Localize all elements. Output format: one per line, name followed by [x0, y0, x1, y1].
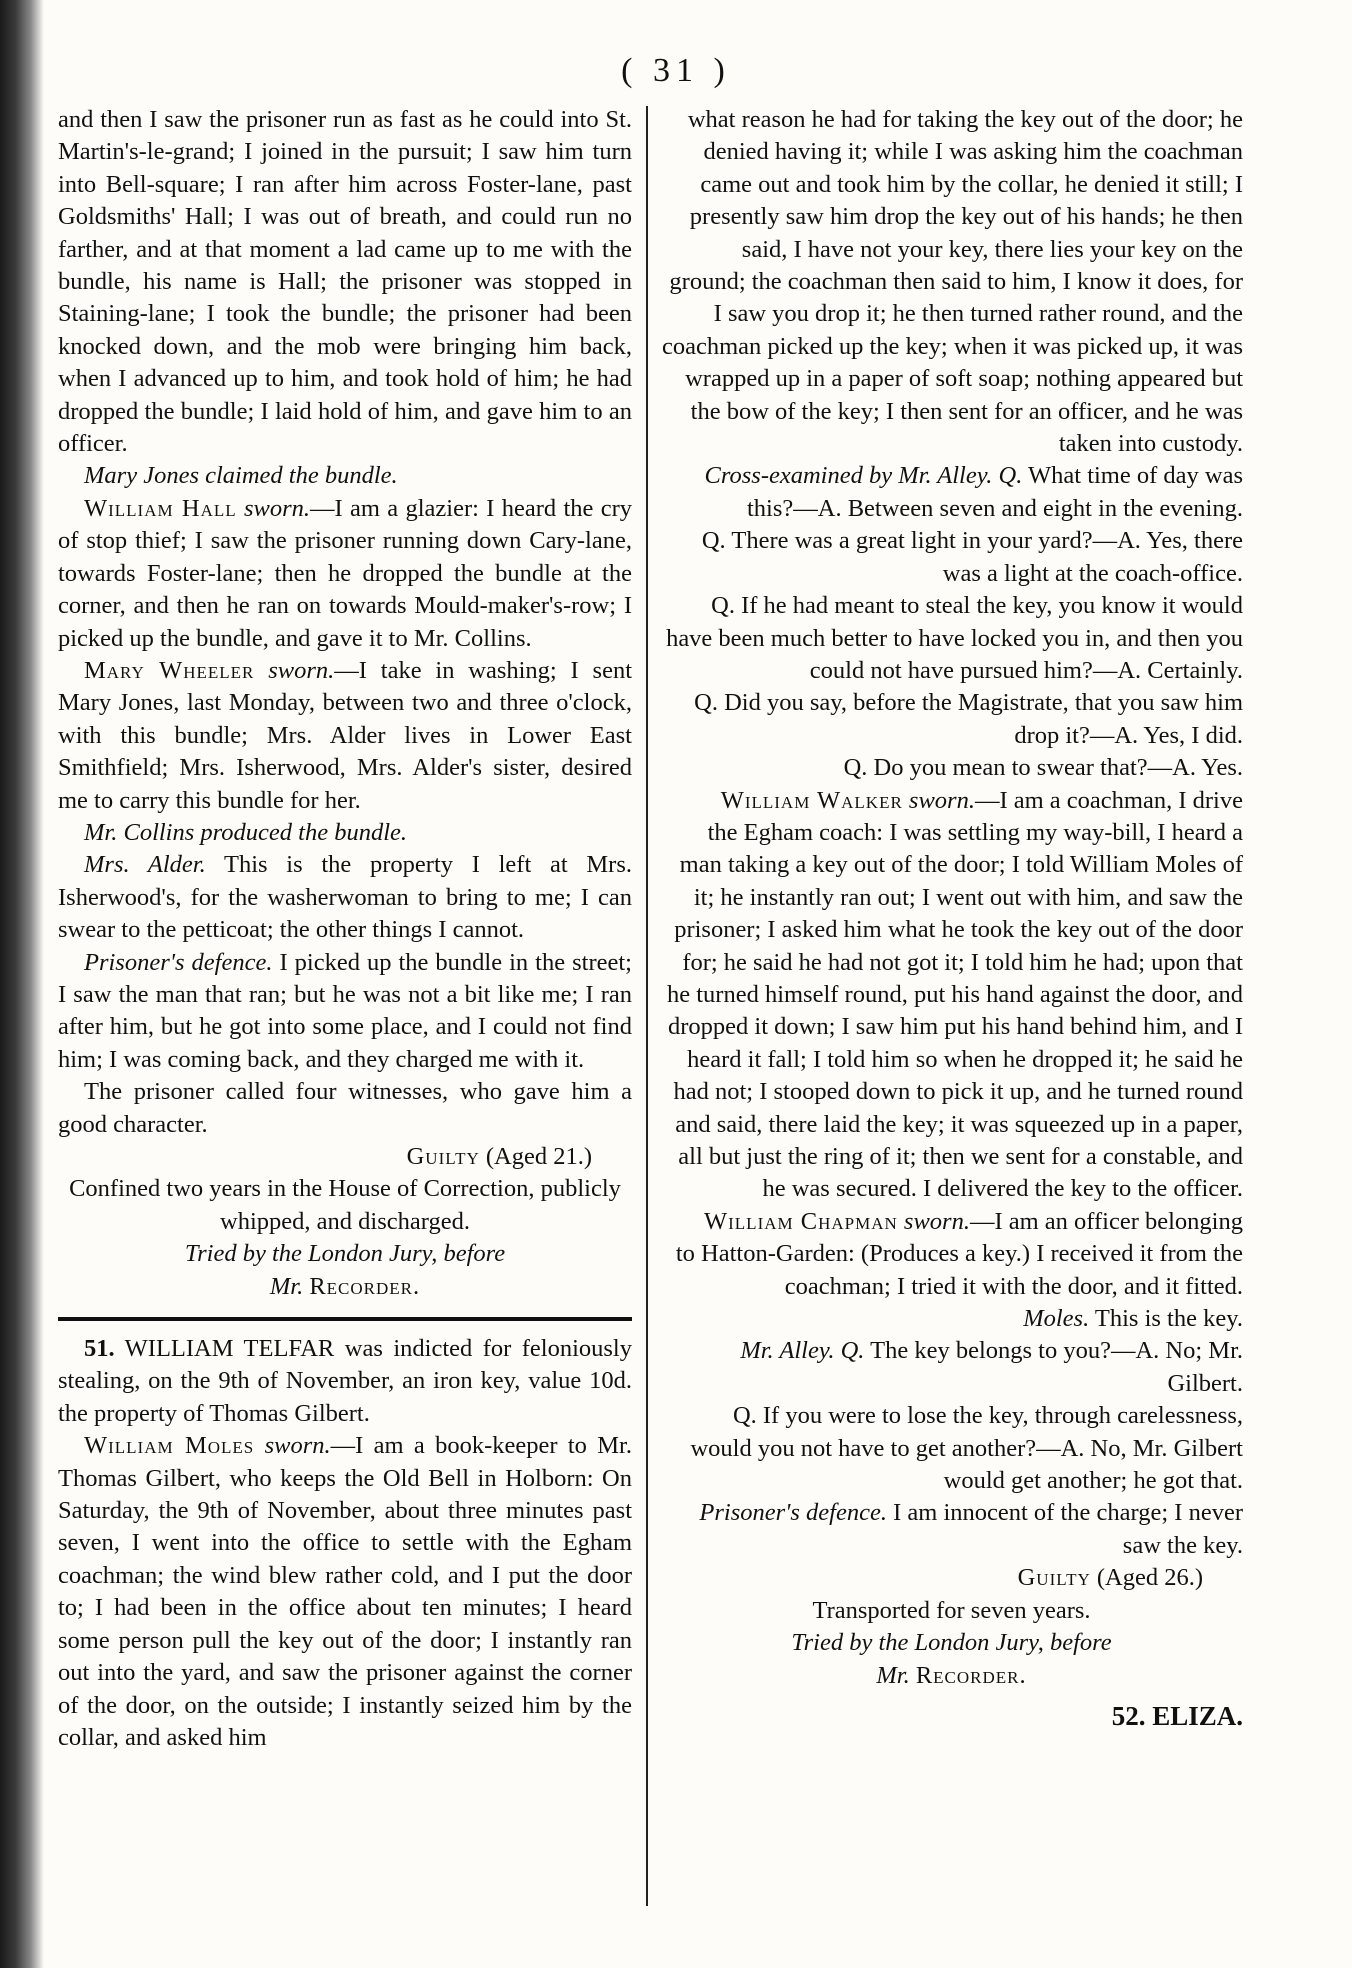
catchword: 52. ELIZA. — [1111, 1700, 1243, 1731]
statement-text: I am innocent of the charge; I never saw the key. — [886, 1499, 1243, 1559]
tried-by-text: Tried by the London Jury, before — [791, 1629, 1112, 1657]
sentence-text: Transported for seven years. — [812, 1596, 1091, 1624]
defendant-name: WILLIAM TELFAR — [124, 1335, 335, 1363]
paragraph — [660, 752, 1243, 784]
paragraph-text: Q. Did you say, before the Magistrate, that you saw him drop it?—A. Yes, I did. — [694, 689, 1243, 749]
speaker-statement — [660, 1335, 1243, 1400]
verdict-age: (Aged 26.) — [1096, 1564, 1203, 1592]
case-heading — [58, 1333, 632, 1430]
witness-testimony — [58, 655, 632, 817]
case-number: 51. — [84, 1335, 115, 1363]
paragraph — [58, 1076, 632, 1141]
sworn-label: sworn. — [908, 786, 975, 814]
section-rule — [58, 1317, 632, 1321]
witness-name: Mary Wheeler — [84, 656, 255, 684]
statement-text: The key belongs to you?—A. No; Mr. Gilbert. — [864, 1337, 1243, 1397]
speaker-name: Mrs. Alder. — [84, 851, 206, 879]
right-column — [660, 104, 1243, 1732]
paragraph-text: Q. Do you mean to swear that?—A. Yes. — [843, 754, 1243, 782]
witness-testimony — [58, 1430, 632, 1754]
recorder-prefix: Mr. — [876, 1661, 910, 1689]
sentence — [660, 1595, 1243, 1627]
sworn-label: sworn. — [268, 656, 335, 684]
speaker-statement — [660, 1497, 1243, 1562]
paragraph — [660, 1400, 1243, 1497]
column-divider — [646, 106, 648, 1906]
statement-text: What time of day was this?—A. Between seven and eight in the evening. — [747, 462, 1243, 522]
speaker-name: Moles. — [1023, 1305, 1090, 1333]
paragraph — [660, 687, 1243, 752]
paragraph — [660, 525, 1243, 590]
paragraph-text: Q. If you were to lose the key, through carelessness, would you not have to get another?—A. No, Mr. Gilbert would get another; he got that. — [690, 1402, 1243, 1495]
verdict-age: (Aged 21.) — [485, 1143, 592, 1170]
italic-note-text: Mr. Collins produced the bundle. — [84, 818, 408, 846]
paragraph-text: Q. If he had meant to steal the key, you know it would have been much better to have locked you in, and then you could not have pursued him?—A. Certainly. — [666, 592, 1243, 684]
testimony-text: —I am an officer belonging to Hatton-Garden: (Produces a key.) I received it from the coachman; I tried it with the door, and it fitted. — [675, 1207, 1243, 1300]
witness-testimony — [58, 493, 632, 655]
sworn-label: sworn. — [903, 1207, 970, 1235]
paragraph — [660, 104, 1243, 460]
witness-name: William Chapman — [704, 1207, 898, 1235]
page-number: ( 31 ) — [621, 52, 731, 89]
speaker-statement — [660, 460, 1243, 525]
paragraph-text: The prisoner called four witnesses, who gave him a good character. — [58, 1078, 632, 1138]
tried-by — [58, 1238, 632, 1270]
paragraph-text: Q. There was a great light in your yard?—A. Yes, there was a light at the coach-office. — [701, 527, 1243, 587]
speaker-name: Prisoner's defence. — [84, 948, 273, 976]
recorder-name: Recorder. — [309, 1272, 421, 1300]
sworn-label: sworn. — [264, 1432, 331, 1460]
paragraph-text: and then I saw the prisoner run as fast as he could into St. Martin's-le-grand; I joined in the pursuit; I saw him turn into Bell-square; I ran after him across Foster-lane, past Goldsmiths' Hall; I was out of breath, and could run no farther, and at that moment a lad came up to me with the bundle, his name is Hall; the prisoner was stopped in Staining-lane; I took the bundle; the prisoner had been knocked down, and the mob were bringing him back, when I advanced up to him, and took hold of him; he had dropped the bundle; I laid hold of him, and gave him to an officer. — [58, 106, 632, 458]
italic-note — [58, 817, 632, 849]
page-binding-edge — [0, 0, 44, 1968]
italic-note — [58, 460, 632, 492]
sentence-text: Confined two years in the House of Correction, publicly whipped, and discharged. — [69, 1175, 621, 1235]
left-column — [58, 104, 632, 1754]
witness-name: William Walker — [720, 786, 903, 814]
speaker-name: Cross-examined by Mr. Alley. Q. — [704, 462, 1023, 490]
recorder-name: Recorder. — [915, 1661, 1027, 1689]
speaker-statement — [660, 1303, 1243, 1335]
paragraph — [58, 104, 632, 460]
italic-note-text: Mary Jones claimed the bundle. — [84, 462, 398, 490]
sentence — [58, 1173, 632, 1238]
statement-text: This is the property I left at Mrs. Isherwood's, for the washerwoman to bring to me; I can swear to the petticoat; the other things I cannot. — [58, 851, 632, 944]
testimony-text: —I am a coachman, I drive the Egham coach: I was settling my way-bill, I heard a man taking a key out of the door; I told William Moles of it; he instantly ran out; I went out with him, and saw the prisoner; I asked him what he took the key out of the door for; he said he had not got it; I told him he had; upon that he turned himself round, put his hand against the door, and dropped it down; I saw him put his hand behind him, and I heard it fall; I told him so when he dropped it; he said he had not; I stooped down to pick it up, and he turned round and said, there laid the key; it was squeezed up in a paper, all but just the ring of it; then we sent for a constable, and he was secured. I delivered the key to the officer. — [666, 786, 1243, 1203]
speaker-statement — [58, 849, 632, 946]
statement-text: This is the key. — [1089, 1305, 1243, 1333]
speaker-name: Prisoner's defence. — [699, 1499, 887, 1527]
recorder-line — [58, 1271, 632, 1303]
verdict — [660, 1562, 1243, 1594]
testimony-text: —I take in washing; I sent Mary Jones, last Monday, between two and three o'clock, with this bundle; Mrs. Alder lives in Lower East Smithfield; Mrs. Isherwood, Mrs. Alder's sister, desired me to carry this bundle for her. — [58, 656, 632, 814]
witness-name: William Moles — [84, 1432, 255, 1460]
witness-name: William Hall — [84, 494, 237, 522]
witness-testimony — [660, 785, 1243, 1206]
witness-testimony — [660, 1206, 1243, 1303]
testimony-text: —I am a book-keeper to Mr. Thomas Gilbert, who keeps the Old Bell in Holborn: On Saturday, the 9th of November, about three minutes past seven, I went into the office to settle with the Egham coachman; the wind blew rather cold, and I put the door to; I had been in the office about ten minutes; I heard some person pull the key out of the door; I instantly ran out into the yard, and saw the prisoner against the corner of the door, on the outside; I instantly seized him by the collar, and asked him — [58, 1432, 632, 1751]
tried-by-text: Tried by the London Jury, before — [184, 1240, 506, 1268]
statement-text: I picked up the bundle in the street; I saw the man that ran; but he was not a bit like me; I ran after him, but he got into some place, and I could not find him; I was coming back, and they charged me with it. — [58, 948, 632, 1073]
speaker-statement — [58, 947, 632, 1077]
tried-by — [660, 1627, 1243, 1659]
sworn-label: sworn. — [244, 494, 311, 522]
speaker-name: Mr. Alley. Q. — [740, 1337, 865, 1365]
recorder-prefix: Mr. — [269, 1272, 304, 1300]
verdict-guilty: Guilty — [406, 1143, 480, 1170]
verdict — [58, 1141, 632, 1173]
paragraph — [660, 590, 1243, 687]
recorder-line — [660, 1660, 1243, 1692]
paragraph-text: what reason he had for taking the key out of the door; he denied having it; while I was asking him the coachman came out and took him by the collar, he denied it still; I presently saw him drop the key out of his hands; he then said, I have not your key, there lies your key on the ground; the coachman then said to him, I know it does, for I saw you drop it; he then turned rather round, and the coachman picked up the key; when it was picked up, it was wrapped up in a paper of soft soap; nothing appeared but the bow of the key; I then sent for an officer, and he was taken into custody. — [661, 106, 1243, 458]
testimony-text: —I am a glazier: I heard the cry of stop thief; I saw the prisoner running down Cary-lane, towards Foster-lane; then he dropped the bundle at the corner, and then he ran on towards Mould-maker's-row; I picked up the bundle, and gave it to Mr. Collins. — [58, 494, 632, 652]
indictment-text: was indicted for feloniously stealing, on the 9th of November, an iron key, value 10d. the property of Thomas Gilbert. — [58, 1335, 632, 1427]
verdict-guilty: Guilty — [1017, 1564, 1091, 1592]
